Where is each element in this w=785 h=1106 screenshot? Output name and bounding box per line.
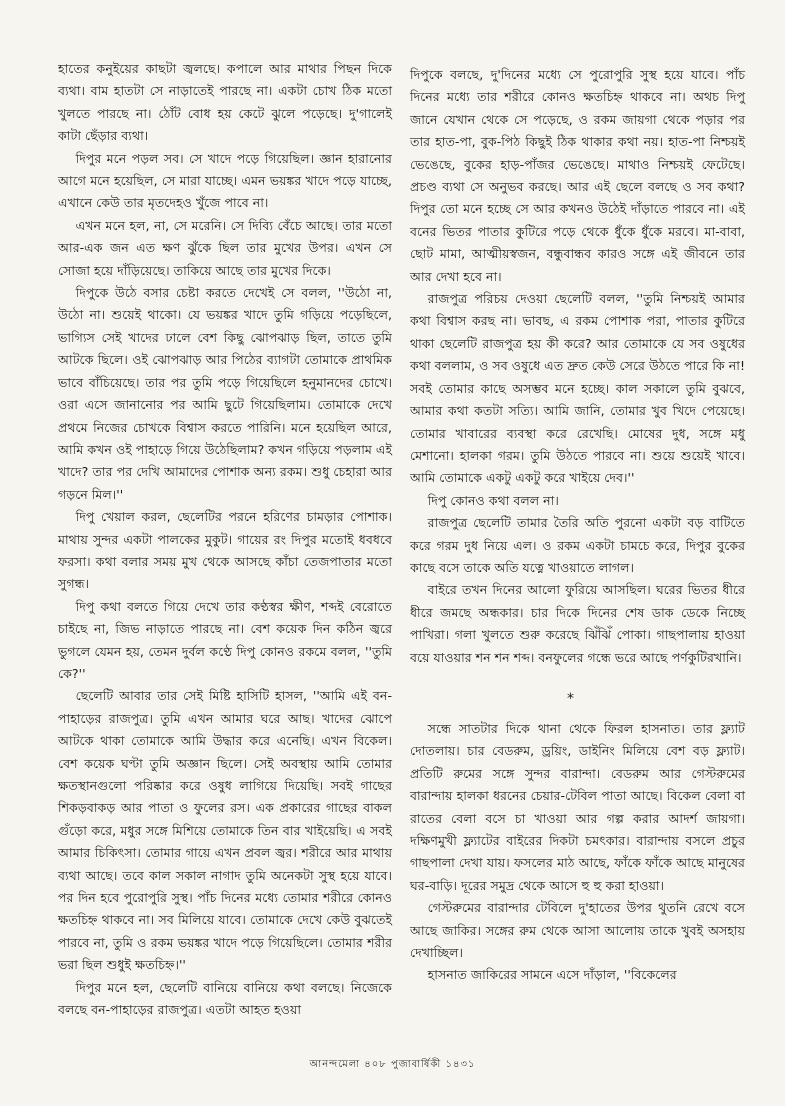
- paragraph: দিপুর মনে হল, ছেলেটি বানিয়ে বানিয়ে কথা বলছে। নিজেকে বলছে বন-পাহাড়ের রাজপুত্র। এতটা আহত হওয়া: [58, 979, 392, 1018]
- paragraph: হাতের কনুইয়ের কাছটা জ্বলছে। কপালে আর মাথার পিছন দিকে ব্যথা। বাম হাতটা সে নাড়াতেই পারছে না। একটা চোখ ঠিক মতো খুলতে পারছে না। ঠোঁট বোধ হয় কেটে ঝুলে পড়েছে। দু'গালেই কাটা ছেঁড়ার ব্যথা।: [58, 61, 392, 144]
- page-footer: আনন্দমেলা ৪০৮ পুজাবার্ষিকী ১৪৩১: [309, 1059, 476, 1070]
- left-column: [58, 58, 392, 1021]
- paragraph: দিপু কথা বলতে গিয়ে দেখে তার কণ্ঠস্বর ক্ষীণ, শব্দই বেরোতে চাইছে না, জিভ নাড়াতে পারছে না। বেশ কয়েক দিন কঠিন জ্বরে ভুগলে যেমন হয়, তেমন দুর্বল কণ্ঠে দিপু কোনও রকমে বলল, ''তুমি কে?'': [58, 598, 392, 681]
- section-divider: *: [567, 691, 574, 707]
- paragraph: দিপুর মনে পড়ল সব। সে খাদে পড়ে গিয়েছিল। জ্ঞান হারানোর আগে মনে হয়েছিল, সে মারা যাচ্ছে। এমন ভয়ঙ্কর খাদে পড়ে যাচ্ছে, এখানে কেউ তার মৃতদেহও খুঁজে পাবে না।: [58, 150, 392, 211]
- right-column-top: [410, 64, 745, 669]
- paragraph: বাইরে তখন দিনের আলো ফুরিয়ে আসছিল। ঘরের ভিতর ধীরে ধীরে জমছে অন্ধকার। চার দিকে দিনের শেষ ডাক ডেকে নিচ্ছে পাখিরা। গলা খুলতে শুরু করেছে ঝিঁঝিঁ পোকা। গাছপালায় হাওয়া বয়ে যাওয়ার শন শন শব্দ। বনফুলের গন্ধে ভরে আছে পর্ণকুটিরখানি।: [410, 582, 745, 665]
- paragraph: এখন মনে হল, না, সে মরেনি। সে দিব্যি বেঁচে আছে। তার মতো আর-এক জন এত ক্ষণ ঝুঁকে ছিল তার মুখের উপর। এখন সে সোজা হয়ে দাঁড়িয়েছে। তাকিয়ে আছে তার মুখের দিকে।: [58, 217, 392, 278]
- paragraph: গেস্টরুমের বারান্দার টেবিলে দু'হাতের উপর থুতনি রেখে বসে আছে জাকির। সঙ্গের রুম থেকে আসা আলোয় তাকে খুবই অসহায় দেখাচ্ছিল।: [410, 900, 745, 961]
- paragraph: রাজপুত্র পরিচয় দেওয়া ছেলেটি বলল, ''তুমি নিশ্চয়ই আমার কথা বিশ্বাস করছ না। ভাবছ, এ রকম পোশাক পরা, পাতার কুটিরে থাকা ছেলেটি রাজপুত্র হয় কী করে? আর তোমাকে যে সব ওষুধের কথা বললাম, ও সব ওষুধে এত দ্রুত কেউ সেরে উঠতে পারে কি না! সবই তোমার কাছে অসম্ভব মনে হচ্ছে। কাল সকালে তুমি বুঝবে, আমার কথা কতটা সত্যি। আমি জানি, তোমার খুব খিদে পেয়েছে। তোমার খাবারের ব্যবস্থা করে রেখেছি। মোষের দুধ, সঙ্গে মধু মেশানো। হালকা গরম। তুমি উঠতে পারবে না। শুয়ে শুয়েই খাবে। আমি তোমাকে একটু একটু করে খাইয়ে দেব।'': [410, 291, 745, 486]
- paragraph: রাজপুত্র ছেলেটি তামার তৈরি অতি পুরনো একটা বড় বাটিতে করে গরম দুধ নিয়ে এল। ও রকম একটা চামচে করে, দিপুর বুকের কাছে বসে তাকে অতি যত্নে খাওয়াতে লাগল।: [410, 515, 745, 575]
- paragraph: হাসনাত জাকিরের সামনে এসে দাঁড়াল, ''বিকেলের: [427, 967, 677, 983]
- paragraph: দিপুকে বলছে, দু'দিনের মধ্যে সে পুরোপুরি সুস্থ হয়ে যাবে। পাঁচ দিনের মধ্যে তার শরীরে কোনও ক্ষতচিহ্ন থাকবে না। অথচ দিপু জানে যেখান থেকে সে পড়েছে, ও রকম জায়গা থেকে পড়ার পর তার হাত-পা, বুক-পিঠ কিছুই ঠিক থাকার কথা নয়। হাত-পা নিশ্চয়ই ভেঙেছে, বুকের হাড়-পাঁজর ভেঙেছে। মাথাও নিশ্চয়ই ফেটেছে। প্রচণ্ড ব্যথা সে অনুভব করছে। আর এই ছেলে বলছে ও সব কথা? দিপুর তো মনে হচ্ছে সে আর কখনও উঠেই দাঁড়াতে পারবে না। এই বনের ভিতর পাতার কুটিরে পড়ে থেকে ধুঁকে ধুঁকে মরবে। মা-বাবা, ছোট মামা, আত্মীয়স্বজন, বন্ধুবান্ধব কারও সঙ্গে এই জীবনে তার আর দেখা হবে না।: [410, 67, 745, 284]
- paragraph: দিপু খেয়াল করল, ছেলেটির পরনে হরিণের চামড়ার পোশাক। মাথায় সুন্দর একটা পালকের মুকুট। গায়ের রং দিপুর মতোই ধবধবে ফরসা। কথা বলার সময় মুখ থেকে আসছে কাঁচা তেজপাতার মতো সুগন্ধ।: [58, 509, 392, 592]
- paragraph: দিপুকে উঠে বসার চেষ্টা করতে দেখেই সে বলল, ''উঠো না, উঠো না। শুয়েই থাকো। যে ভয়ঙ্কর খাদে তুমি গড়িয়ে পড়েছিলে, ভাগ্যিস সেই খাদের ঢালে বেশ কিছু ঝোপঝাড় ছিল, তাতে তুমি আটকে ছিলে। ওই ঝোপঝাড় আর পিঠের ব্যাগটা তোমাকে প্রাথমিক ভাবে বাঁচিয়েছে। তার পর তুমি পড়ে গিয়েছিলে হনুমানদের চোখে। ওরা এসে জানানোর পর আমি ছুটে গিয়েছিলাম। তোমাকে দেখে প্রথমে নিজের চোখকে বিশ্বাস করতে পারিনি। মনে হয়েছিল আরে, আমি কখন ওই পাহাড়ে গিয়ে উঠেছিলাম? কখন গড়িয়ে পড়লাম এই খাদে? তার পর দেখি আমাদের পোশাক অন্য রকম। শুধু চেহারা আর গড়নে মিল।'': [58, 285, 392, 502]
- paragraph: ছেলেটি আবার তার সেই মিষ্টি হাসিটি হাসল, ''আমি এই বন-পাহাড়ের রাজপুত্র। তুমি এখন আমার ঘরে আছ। খাদের ঝোপে আটকে থাকা তোমাকে আমি উদ্ধার করে এনেছি। এখন বিকেল। বেশ কয়েক ঘণ্টা তুমি অজ্ঞান ছিলে। সেই অবস্থায় আমি তোমার ক্ষতস্থানগুলো পরিষ্কার করে ওষুধ লাগিয়ে দিয়েছি। সবই গাছের শিকড়বাকড় আর পাতা ও ফুলের রস। এক প্রকারের গাছের বাকল গুঁড়ো করে, মধুর সঙ্গে মিশিয়ে তোমাকে তিন বার খাইয়েছি। এ সবই আমার চিকিৎসা। তোমার গায়ে এখন প্রবল জ্বর। শরীরে আর মাথায় ব্যথা আছে। তবে কাল সকাল নাগাদ তুমি অনেকটা সুস্থ হয়ে যাবে। পর দিন হবে পুরোপুরি সুস্থ। পাঁচ দিনের মধ্যে তোমার শরীরে কোনও ক্ষতচিহ্ন থাকবে না। সব মিলিয়ে যাবে। তোমাকে দেখে কেউ বুঝতেই পারবে না, তুমি ও রকম ভয়ঙ্কর খাদে পড়ে গিয়েছিলে। তোমার শরীর ভরা ছিল শুধুই ক্ষতচিহ্ন।'': [58, 688, 392, 973]
- right-column-bottom: [410, 718, 745, 987]
- paragraph: সন্ধে সাতটার দিকে থানা থেকে ফিরল হাসনাত। তার ফ্ল্যাট দোতলায়। চার বেডরুম, ড্রয়িং, ডাইনিং মিলিয়ে বেশ বড় ফ্ল্যাট। প্রতিটি রুমের সঙ্গে সুন্দর বারান্দা। বেডরুম আর গেস্টরুমের বারান্দায় হালকা ধরনের চেয়ার-টেবিল পাতা আছে। বিকেল বেলা বা রাতের বেলা বসে চা খাওয়া আর গল্প করার আদর্শ জায়গা। দক্ষিণমুখী ফ্ল্যাটের বাইরের দিকটা চমৎকার। বারান্দায় বসলে প্রচুর গাছপালা দেখা যায়। ফসলের মাঠ আছে, ফাঁকে ফাঁকে আছে মানুষের ঘর-বাড়ি। দূরের সমুদ্র থেকে আসে হু হু করা হাওয়া।: [410, 721, 745, 893]
- paragraph: দিপু কোনও কথা বলল না।: [427, 492, 559, 508]
